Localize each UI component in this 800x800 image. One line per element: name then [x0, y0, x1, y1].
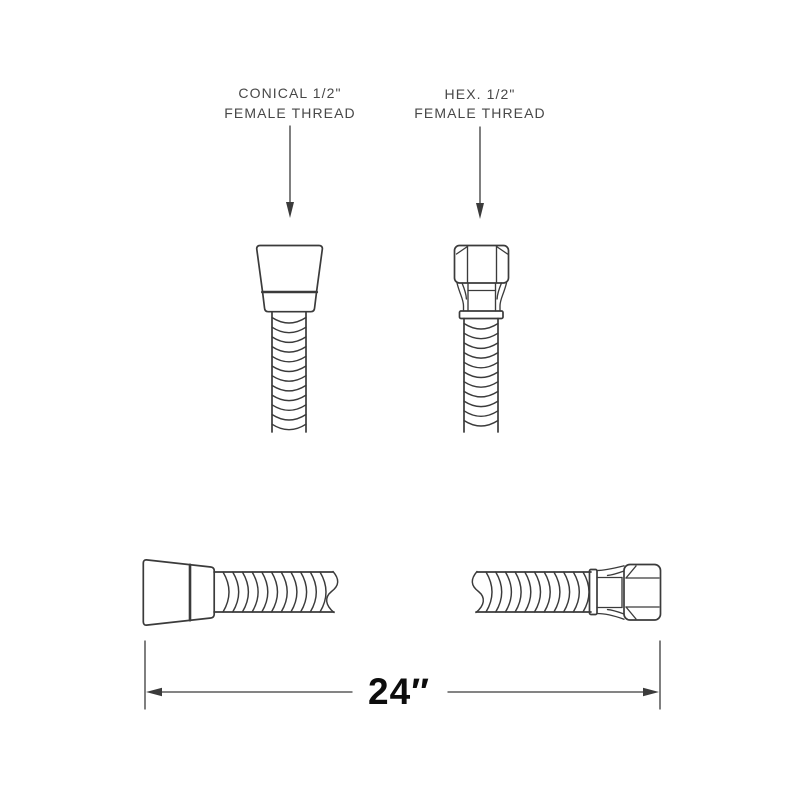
hex-chamfer-line	[497, 247, 508, 255]
conical-fitting-front-view	[257, 246, 323, 312]
hex-neck-curve-inner	[608, 610, 625, 614]
hose-break-line	[472, 572, 483, 613]
hex-neck-curve-outer	[500, 283, 507, 311]
hex-chamfer-line	[626, 607, 636, 619]
hex-arrow-icon	[476, 127, 484, 219]
hose-ferrule	[590, 570, 598, 615]
hose-ribs	[223, 572, 326, 612]
hose-segment-right	[472, 572, 591, 613]
hex-neck-curve-inner	[608, 571, 625, 575]
conical-fitting-outline	[143, 560, 214, 625]
hose-front-view-left	[272, 312, 306, 432]
hex-neck-curve-inner	[462, 283, 466, 299]
hex-callout	[414, 86, 546, 219]
hex-callout-line1: HEX. 1/2"	[444, 86, 516, 102]
hose-ribs	[272, 318, 306, 430]
conical-callout	[224, 85, 356, 218]
hose-break-line	[327, 572, 338, 613]
conical-callout-line2: FEMALE THREAD	[224, 105, 356, 121]
length-dimension	[145, 641, 660, 712]
conical-callout-line1: CONICAL 1/2"	[238, 85, 342, 101]
hose-ribs	[464, 324, 498, 427]
dimension-arrow-right-icon	[643, 688, 659, 697]
arrow-head	[286, 202, 294, 218]
hose-segment-left	[214, 572, 338, 613]
hose-front-view-right	[464, 319, 498, 433]
hex-neck-curve-inner	[497, 283, 501, 299]
hex-callout-line2: FEMALE THREAD	[414, 105, 546, 121]
hex-chamfer-line	[457, 247, 468, 255]
dimension-arrow-left-icon	[146, 688, 162, 697]
arrow-head	[476, 203, 484, 219]
conical-fitting-side-view	[143, 560, 214, 625]
conical-arrow-icon	[286, 126, 294, 218]
hex-fitting-side-view	[590, 565, 661, 621]
hose-ribs	[486, 572, 589, 612]
dimension-value: 24″	[368, 671, 430, 712]
hex-chamfer-line	[626, 566, 636, 578]
hose-side-view	[143, 560, 660, 625]
conical-fitting-outline	[257, 246, 323, 312]
hex-neck-curve-outer	[597, 614, 624, 620]
hose-ferrule	[460, 311, 504, 319]
hex-nut-outline	[455, 246, 509, 284]
hex-neck-curve-outer	[457, 283, 464, 311]
hex-fitting-front-view	[455, 246, 509, 319]
hex-neck-curve-outer	[597, 566, 624, 571]
